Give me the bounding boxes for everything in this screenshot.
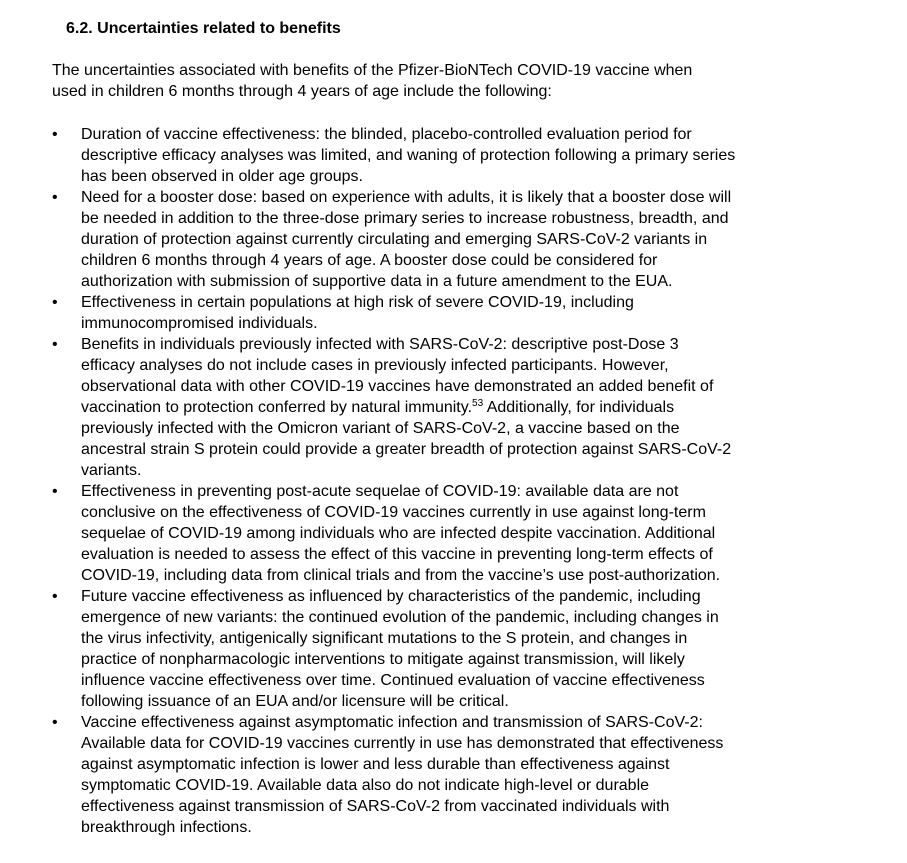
text-line: against asymptomatic infection is lower and less durable than effectiveness against [81, 756, 670, 773]
text-line: children 6 months through 4 years of age. A booster dose could be considered for [81, 252, 658, 269]
text-line: Effectiveness in certain populations at high risk of severe COVID-19, including [81, 294, 634, 311]
text-line: evaluation is needed to assess the effect of this vaccine in preventing long-term effects of [81, 546, 713, 563]
bullet-icon: • [52, 714, 58, 731]
bullet-icon: • [52, 126, 58, 143]
list-item-text [81, 334, 907, 481]
uncertainties-list [0, 124, 907, 838]
text-line: following issuance of an EUA and/or licensure will be critical. [81, 693, 509, 710]
list-item-booster [0, 187, 907, 292]
bullet-icon: • [52, 588, 58, 605]
footnote-reference: 53 [472, 398, 484, 409]
list-item-text [81, 292, 907, 334]
text-line: previously infected with the Omicron variant of SARS-CoV-2, a vaccine based on the [81, 420, 680, 437]
list-item-text [81, 124, 907, 187]
text-line: Future vaccine effectiveness as influenced by characteristics of the pandemic, including [81, 588, 701, 605]
text-line: symptomatic COVID-19. Available data also do not indicate high-level or durable [81, 777, 650, 794]
text-line: the virus infectivity, antigenically significant mutations to the S protein, and changes in [81, 630, 688, 647]
list-item-asymptomatic-infection [0, 712, 907, 838]
text-line: be needed in addition to the three-dose primary series to increase robustness, breadth, and [81, 210, 729, 227]
intro-line: used in children 6 months through 4 years of age include the following: [52, 83, 552, 100]
text-line: Need for a booster dose: based on experience with adults, it is likely that a booster dose will [81, 189, 732, 206]
intro-line: The uncertainties associated with benefits of the Pfizer-BioNTech COVID-19 vaccine when [52, 62, 693, 79]
text-line: descriptive efficacy analyses was limited, and waning of protection following a primary series [81, 147, 736, 164]
text-line: Duration of vaccine effectiveness: the blinded, placebo-controlled evaluation period for [81, 126, 692, 143]
text-line: conclusive on the effectiveness of COVID-19 vaccines currently in use against long-term [81, 504, 706, 521]
list-item-previously-infected [0, 334, 907, 481]
bullet-icon: • [52, 189, 58, 206]
text-line: observational data with other COVID-19 vaccines have demonstrated an added benefit of [81, 378, 714, 395]
text-line: effectiveness against transmission of SARS-CoV-2 from vaccinated individuals with [81, 798, 670, 815]
text-line: practice of nonpharmacologic interventions to mitigate against transmission, will likely [81, 651, 685, 668]
list-item-text [81, 712, 907, 838]
bullet-icon: • [52, 483, 58, 500]
list-item-text [81, 187, 907, 292]
text-line [81, 397, 907, 418]
text-line: authorization with submission of supportive data in a future amendment to the EUA. [81, 273, 673, 290]
text-line: emergence of new variants: the continued evolution of the pandemic, including changes in [81, 609, 719, 626]
text-line: Available data for COVID-19 vaccines currently in use has demonstrated that effectiveness [81, 735, 724, 752]
text-fragment: vaccination to protection conferred by natural immunity. [81, 399, 473, 416]
text-line: influence vaccine effectiveness over time. Continued evaluation of vaccine effectiveness [81, 672, 705, 689]
list-item-post-acute-sequelae [0, 481, 907, 586]
text-line: COVID-19, including data from clinical trials and from the vaccine’s use post-authorization. [81, 567, 721, 584]
text-line: ancestral strain S protein could provide a greater breadth of protection against SARS-CoV-2 [81, 441, 732, 458]
text-line: Vaccine effectiveness against asymptomatic infection and transmission of SARS-CoV-2: [81, 714, 703, 731]
text-fragment: Additionally, for individuals [483, 399, 675, 416]
text-line: sequelae of COVID-19 among individuals who are infected despite vaccination. Additional [81, 525, 716, 542]
bullet-icon: • [52, 336, 58, 353]
list-item-text [81, 586, 907, 712]
text-line: Benefits in individuals previously infected with SARS-CoV-2: descriptive post-Dose 3 [81, 336, 679, 353]
section-heading: 6.2. Uncertainties related to benefits [66, 20, 341, 37]
list-item-future-effectiveness [0, 586, 907, 712]
text-line: Effectiveness in preventing post-acute sequelae of COVID-19: available data are not [81, 483, 679, 500]
text-line: duration of protection against currently circulating and emerging SARS-CoV-2 variants in [81, 231, 708, 248]
list-item-duration [0, 124, 907, 187]
intro-paragraph [52, 60, 832, 102]
text-line: variants. [81, 462, 142, 479]
text-line: efficacy analyses do not include cases in previously infected participants. However, [81, 357, 669, 374]
text-line: immunocompromised individuals. [81, 315, 318, 332]
text-line: breakthrough infections. [81, 819, 252, 836]
bullet-icon: • [52, 294, 58, 311]
list-item-high-risk [0, 292, 907, 334]
text-line: has been observed in older age groups. [81, 168, 363, 185]
list-item-text [81, 481, 907, 586]
